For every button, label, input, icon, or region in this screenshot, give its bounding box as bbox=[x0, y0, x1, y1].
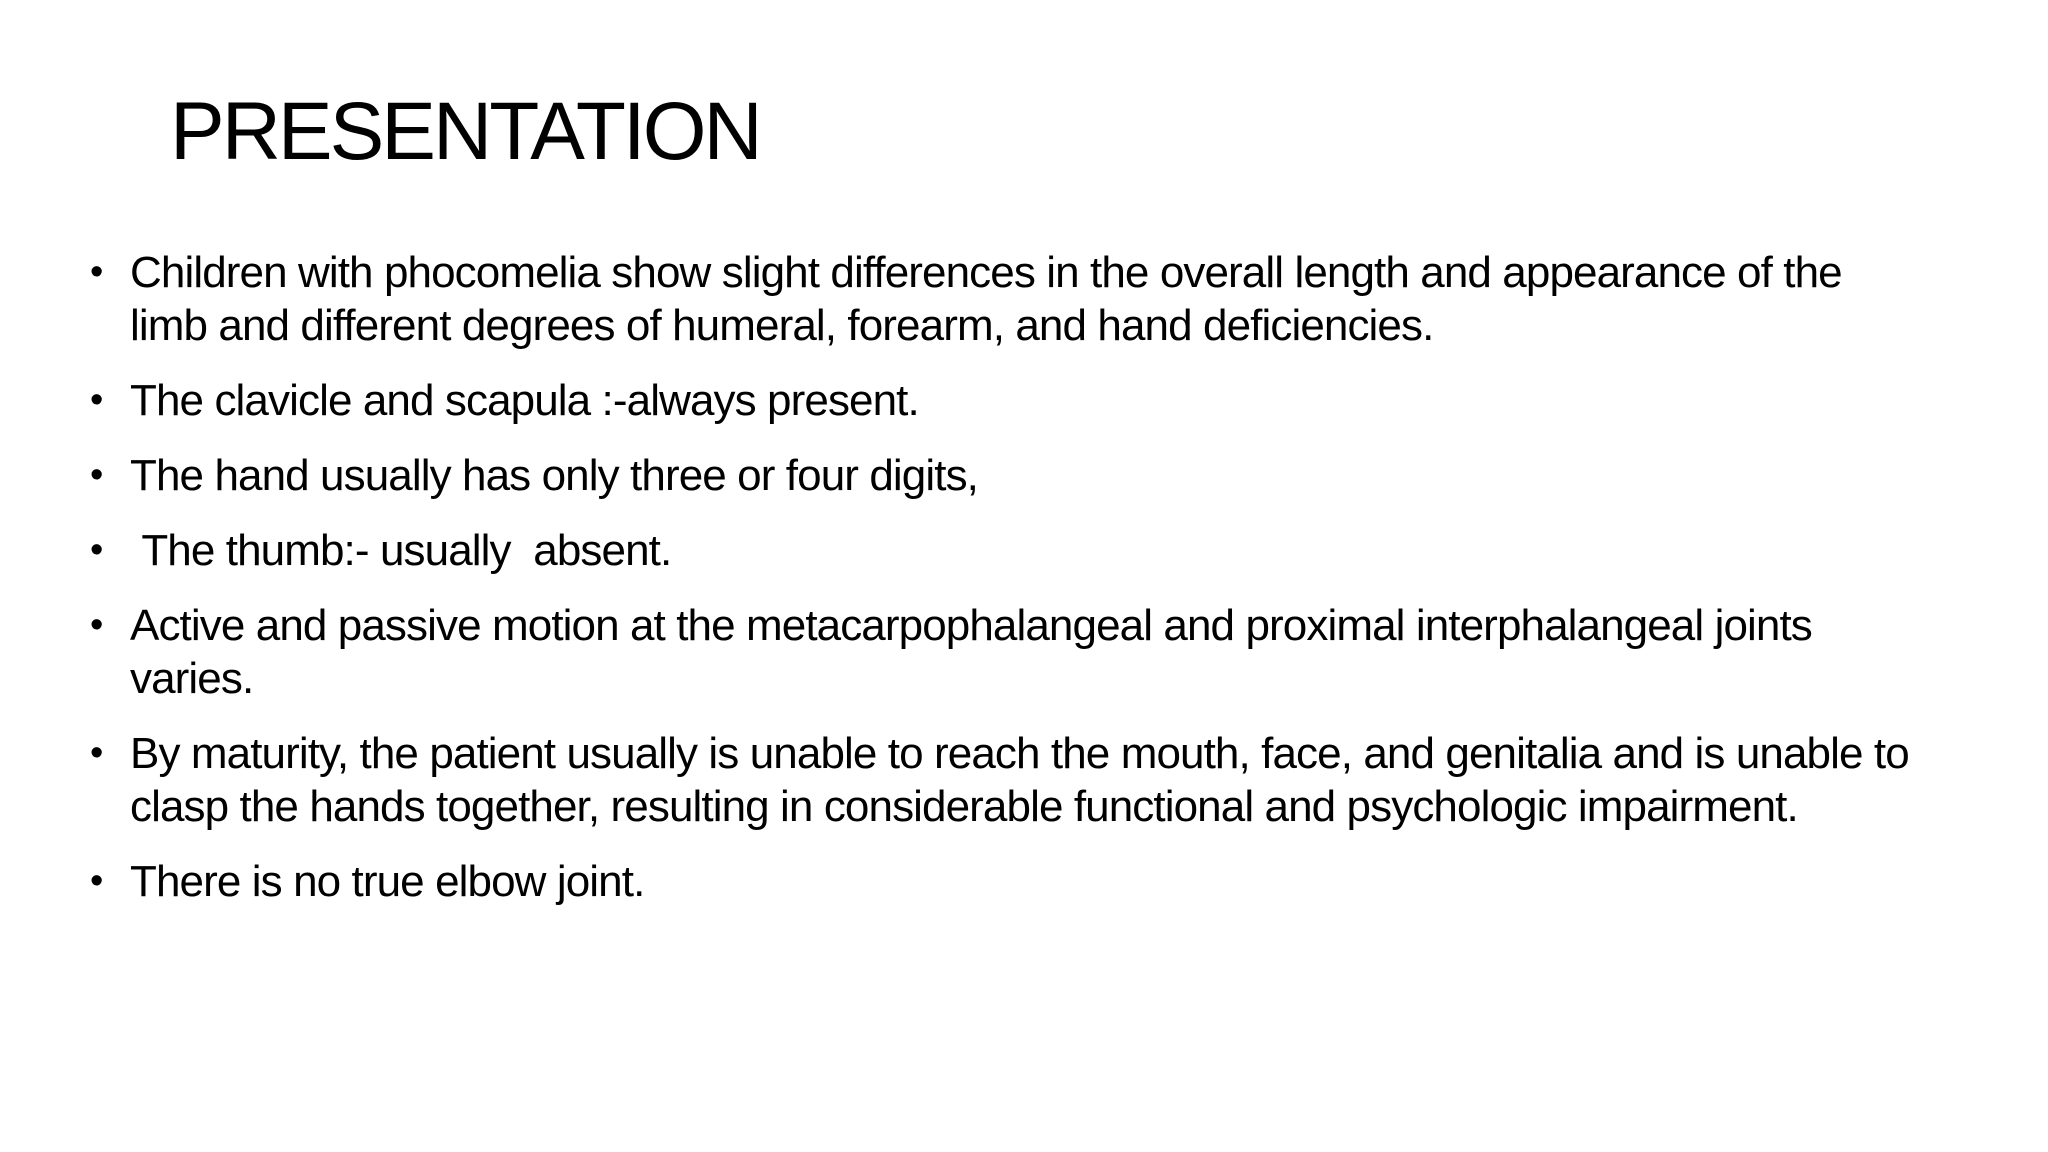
bullet-text: The thumb:- usually absent. bbox=[130, 526, 672, 575]
bullet-item bbox=[90, 599, 1930, 705]
bullet-list bbox=[90, 246, 1930, 930]
bullet-item bbox=[90, 524, 1930, 577]
bullet-text: The clavicle and scapula :-always present. bbox=[130, 376, 919, 425]
bullet-dot-icon: • bbox=[90, 454, 103, 496]
bullet-text: Children with phocomelia show slight differences in the overall length and appearance of the limb and different degrees of humeral, forearm, and hand deficiencies. bbox=[130, 248, 1854, 350]
bullet-text: There is no true elbow joint. bbox=[130, 857, 645, 906]
bullet-dot-icon: • bbox=[90, 379, 103, 421]
bullet-dot-icon: • bbox=[90, 251, 103, 293]
bullet-text: By maturity, the patient usually is unable to reach the mouth, face, and genitalia and is unable to clasp the hands together, resulting in considerable functional and psychologic impairment. bbox=[130, 729, 1921, 831]
bullet-item bbox=[90, 727, 1930, 833]
bullet-item bbox=[90, 374, 1930, 427]
bullet-item bbox=[90, 246, 1930, 352]
bullet-dot-icon: • bbox=[90, 732, 103, 774]
slide-title: PRESENTATION bbox=[170, 86, 760, 177]
bullet-item bbox=[90, 855, 1930, 908]
bullet-dot-icon: • bbox=[90, 529, 103, 571]
bullet-text: Active and passive motion at the metacarpophalangeal and proximal interphalangeal joints varies. bbox=[130, 601, 1824, 703]
bullet-dot-icon: • bbox=[90, 860, 103, 902]
bullet-text: The hand usually has only three or four digits, bbox=[130, 451, 978, 500]
bullet-dot-icon: • bbox=[90, 604, 103, 646]
bullet-item bbox=[90, 449, 1930, 502]
